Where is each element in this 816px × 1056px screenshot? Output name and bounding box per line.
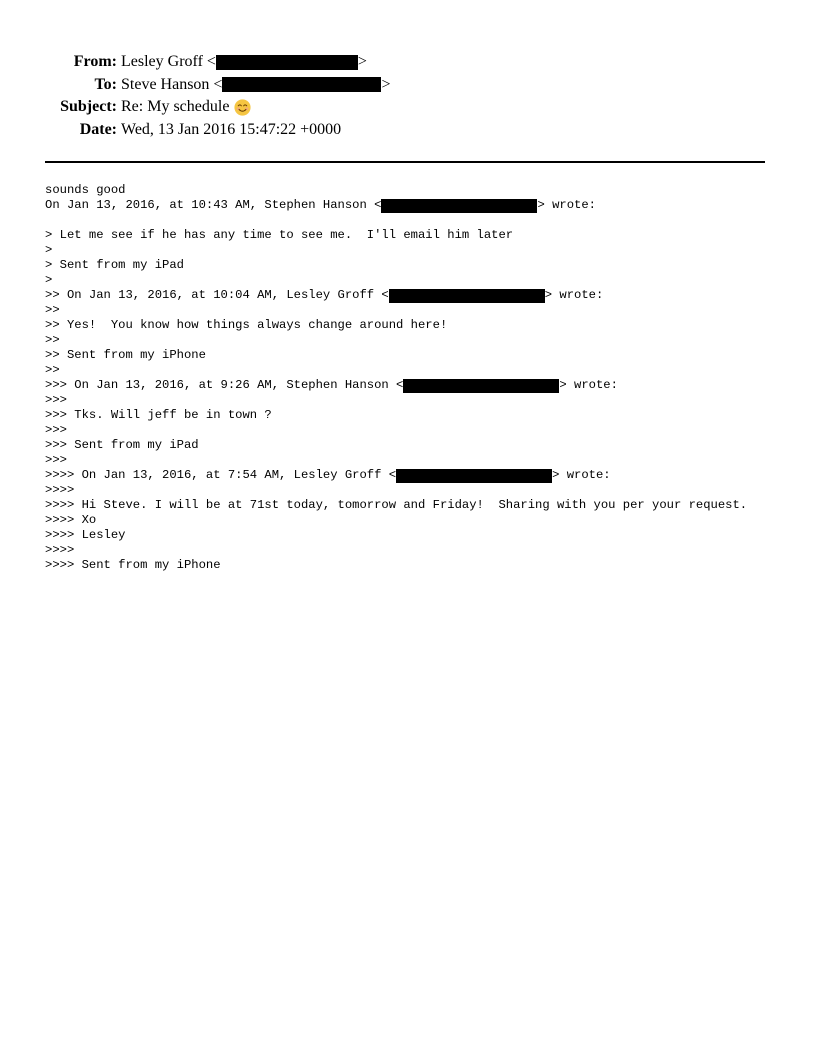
body-line: >>	[45, 333, 60, 347]
body-line-quote-header	[45, 288, 765, 303]
email-header	[0, 51, 390, 141]
redacted-email	[389, 289, 545, 303]
quote-header-wrote: > wrote:	[559, 378, 618, 392]
date-value: Wed, 13 Jan 2016 15:47:22 +0000	[121, 120, 342, 138]
date-row	[0, 119, 390, 142]
redacted-email	[403, 379, 559, 393]
body-line: >>>> Lesley	[45, 528, 126, 542]
body-line: >	[45, 243, 53, 257]
quote-header-text: On Jan 13, 2016, at 10:43 AM, Stephen Hanson <	[45, 198, 382, 212]
body-line: >>> Sent from my iPad	[45, 438, 199, 452]
quote-header-text: >> On Jan 13, 2016, at 10:04 AM, Lesley Groff <	[45, 288, 389, 302]
body-line: > Let me see if he has any time to see me. I'll email him later	[45, 228, 514, 242]
body-line: >>	[45, 303, 60, 317]
subject-row	[0, 96, 390, 119]
header-divider	[45, 161, 765, 163]
body-line: >> Sent from my iPhone	[45, 348, 206, 362]
quote-header-wrote: > wrote:	[537, 198, 596, 212]
to-close: >	[381, 75, 391, 93]
quote-header-wrote: > wrote:	[552, 468, 611, 482]
body-line-quote-header	[45, 468, 765, 483]
quote-header-wrote: > wrote:	[544, 288, 604, 302]
body-line: >>	[45, 363, 60, 377]
from-name: Lesley Groff <	[121, 53, 216, 70]
body-line: >>>	[45, 453, 67, 467]
blank-line	[45, 213, 765, 228]
body-line: >> Yes! You know how things always change around here!	[45, 318, 448, 332]
body-line: >>>> Hi Steve. I will be at 71st today, tomorrow and Friday! Sharing with you per your request.	[45, 498, 748, 512]
date-label: Date:	[79, 120, 117, 138]
body-line: >>>>	[45, 543, 75, 557]
redacted-email	[396, 469, 552, 483]
smiling-face-emoji-icon	[234, 99, 251, 116]
from-label: From:	[73, 53, 117, 70]
body-line: >>> Tks. Will jeff be in town ?	[45, 408, 272, 422]
quote-header-text: >>> On Jan 13, 2016, at 9:26 AM, Stephen Hanson <	[45, 378, 404, 392]
to-name: Steve Hanson <	[121, 75, 223, 93]
redacted-from-email	[216, 55, 358, 70]
subject-label: Subject:	[60, 98, 117, 115]
body-line-quote-header	[45, 198, 765, 213]
body-line: > Sent from my iPad	[45, 258, 184, 272]
subject-text: Re: My schedule	[121, 98, 230, 115]
from-row	[0, 51, 390, 74]
body-line: >>>> Xo	[45, 513, 97, 527]
to-label: To:	[94, 75, 117, 93]
redacted-to-email	[222, 77, 381, 92]
body-line: >>>> Sent from my iPhone	[45, 558, 221, 572]
redacted-email	[381, 199, 537, 213]
from-close: >	[357, 53, 367, 70]
subject-value	[121, 96, 251, 119]
body-line: >>>	[45, 393, 67, 407]
body-line-quote-header	[45, 378, 765, 393]
body-line: >>>>	[45, 483, 75, 497]
body-line: >>>	[45, 423, 67, 437]
from-value	[121, 51, 367, 74]
email-body	[45, 183, 765, 573]
to-value	[121, 74, 390, 97]
quote-header-text: >>>> On Jan 13, 2016, at 7:54 AM, Lesley Groff <	[45, 468, 397, 482]
body-line: >	[45, 273, 53, 287]
body-line: sounds good	[45, 183, 126, 197]
to-row	[0, 74, 390, 97]
